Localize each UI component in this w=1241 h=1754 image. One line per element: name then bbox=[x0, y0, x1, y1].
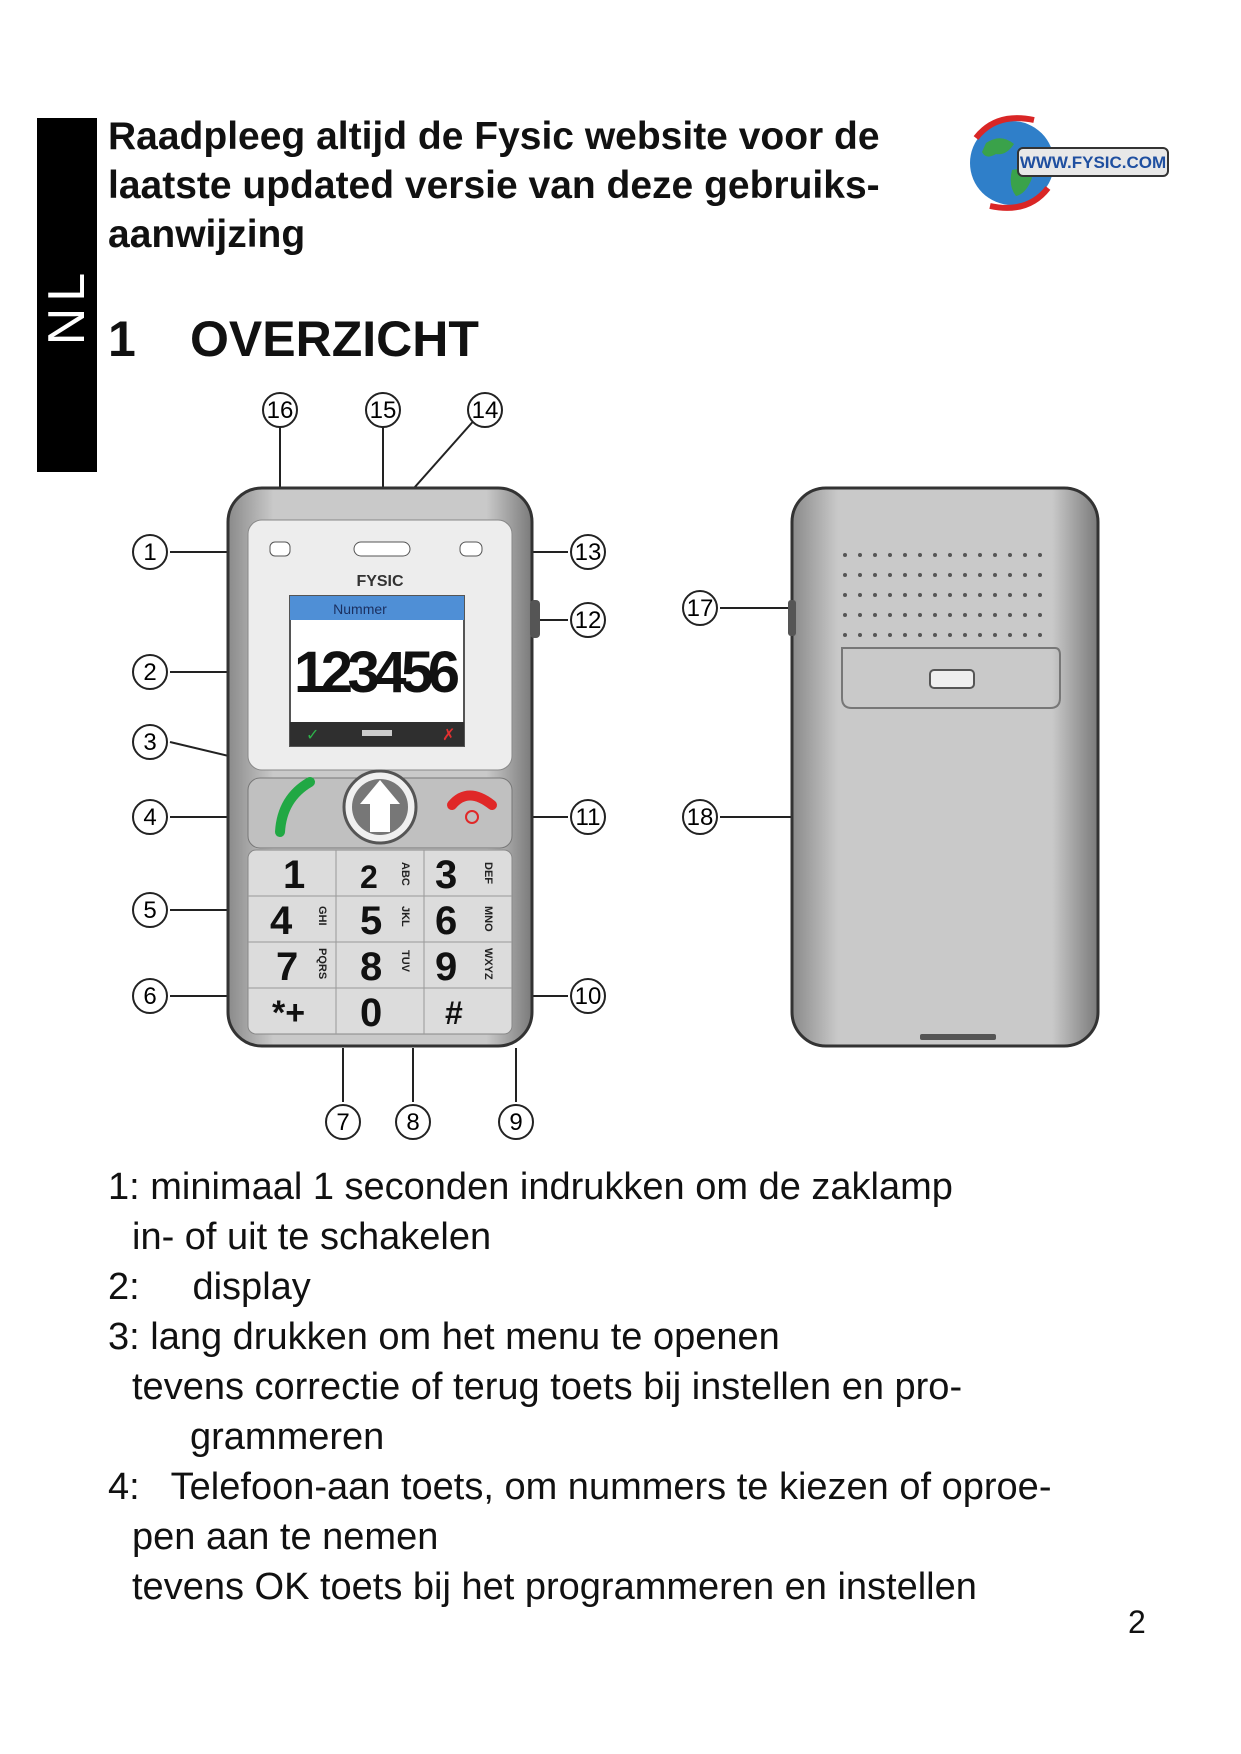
light-sensor-icon bbox=[460, 542, 482, 556]
flashlight-icon bbox=[270, 542, 290, 556]
side-button bbox=[530, 600, 540, 638]
key-6: 6 bbox=[435, 899, 458, 943]
key-letters: WXYZ bbox=[482, 948, 494, 980]
screen-number: 123456 bbox=[294, 640, 460, 705]
key-2: 2 bbox=[360, 859, 378, 895]
legend-item: 3: lang drukken om het menu te openen bbox=[108, 1316, 780, 1358]
key-letters: PQRS bbox=[316, 948, 328, 980]
legend-item: 1: minimaal 1 seconden indrukken om de zaklamp bbox=[108, 1166, 953, 1208]
callout-15: 15 bbox=[369, 397, 397, 424]
screen-header: Nummer bbox=[333, 601, 387, 617]
callout-14: 14 bbox=[471, 397, 499, 424]
cover-latch bbox=[930, 670, 974, 688]
key-4: 4 bbox=[270, 899, 293, 943]
legend-item: in- of uit te schakelen bbox=[132, 1216, 492, 1258]
key-5: 5 bbox=[360, 899, 383, 943]
callout-3: 3 bbox=[143, 729, 157, 756]
update-notice bbox=[108, 112, 948, 259]
key-3: 3 bbox=[435, 853, 458, 897]
legend-item: pen aan te nemen bbox=[132, 1516, 439, 1558]
fysic-logo bbox=[956, 108, 1174, 218]
check-icon: ✓ bbox=[306, 727, 320, 744]
key-star: *+ bbox=[272, 994, 306, 1032]
legend-list bbox=[108, 1162, 1148, 1612]
phone-back bbox=[788, 488, 1098, 1046]
legend-item: tevens OK toets bij het programmeren en instellen bbox=[132, 1566, 977, 1608]
key-7: 7 bbox=[276, 945, 299, 989]
callout-5: 5 bbox=[143, 897, 157, 924]
phone-brand: FYSIC bbox=[356, 573, 404, 590]
callout-7: 7 bbox=[336, 1109, 350, 1136]
legend-item: 4: Telefoon-aan toets, om nummers te kiezen of oproe- bbox=[108, 1466, 1052, 1508]
callout-1: 1 bbox=[143, 539, 157, 566]
key-letters: JKL bbox=[399, 906, 411, 927]
earpiece-icon bbox=[354, 542, 410, 556]
section-number: 1 bbox=[108, 311, 136, 367]
callout-2: 2 bbox=[143, 659, 157, 686]
section-title: OVERZICHT bbox=[190, 311, 479, 367]
cross-icon: ✗ bbox=[442, 727, 456, 744]
callout-17: 17 bbox=[686, 595, 714, 622]
callout-9: 9 bbox=[509, 1109, 523, 1136]
callout-6: 6 bbox=[143, 983, 157, 1010]
callout-10: 10 bbox=[574, 983, 602, 1010]
key-1: 1 bbox=[283, 853, 306, 897]
callout-18: 18 bbox=[686, 804, 714, 831]
page-number: 2 bbox=[1128, 1604, 1146, 1640]
callout-11: 11 bbox=[575, 804, 601, 831]
key-letters: ABC bbox=[399, 862, 411, 886]
callout-8: 8 bbox=[406, 1109, 420, 1136]
callout-13: 13 bbox=[574, 539, 602, 566]
phone-overview-figure bbox=[100, 380, 1140, 1160]
key-8: 8 bbox=[360, 945, 383, 989]
notice-line: laatste updated versie van deze gebruiks- bbox=[108, 164, 880, 207]
key-9: 9 bbox=[435, 945, 458, 989]
logo-text: WWW.FYSIC.COM bbox=[1019, 153, 1167, 172]
notice-line: Raadpleeg altijd de Fysic website voor de bbox=[108, 115, 880, 158]
callout-16: 16 bbox=[266, 397, 294, 424]
key-letters: TUV bbox=[399, 950, 411, 972]
callout-4: 4 bbox=[143, 804, 157, 831]
key-hash: # bbox=[445, 995, 463, 1031]
callout-12: 12 bbox=[574, 607, 602, 634]
back-icon bbox=[362, 730, 392, 736]
keypad bbox=[248, 850, 512, 1035]
key-0: 0 bbox=[360, 991, 383, 1035]
legend-item: tevens correctie of terug toets bij instellen en pro- bbox=[132, 1366, 963, 1408]
section-heading bbox=[108, 310, 479, 368]
language-tab bbox=[37, 118, 97, 472]
language-code: NL bbox=[38, 266, 96, 346]
key-letters: GHI bbox=[316, 906, 328, 926]
legend-item: 2: display bbox=[108, 1266, 311, 1308]
legend-item: grammeren bbox=[190, 1416, 385, 1458]
key-letters: DEF bbox=[482, 862, 494, 884]
phone-front bbox=[228, 488, 540, 1046]
key-letters: MNO bbox=[482, 906, 494, 932]
notice-line: aanwijzing bbox=[108, 213, 306, 256]
